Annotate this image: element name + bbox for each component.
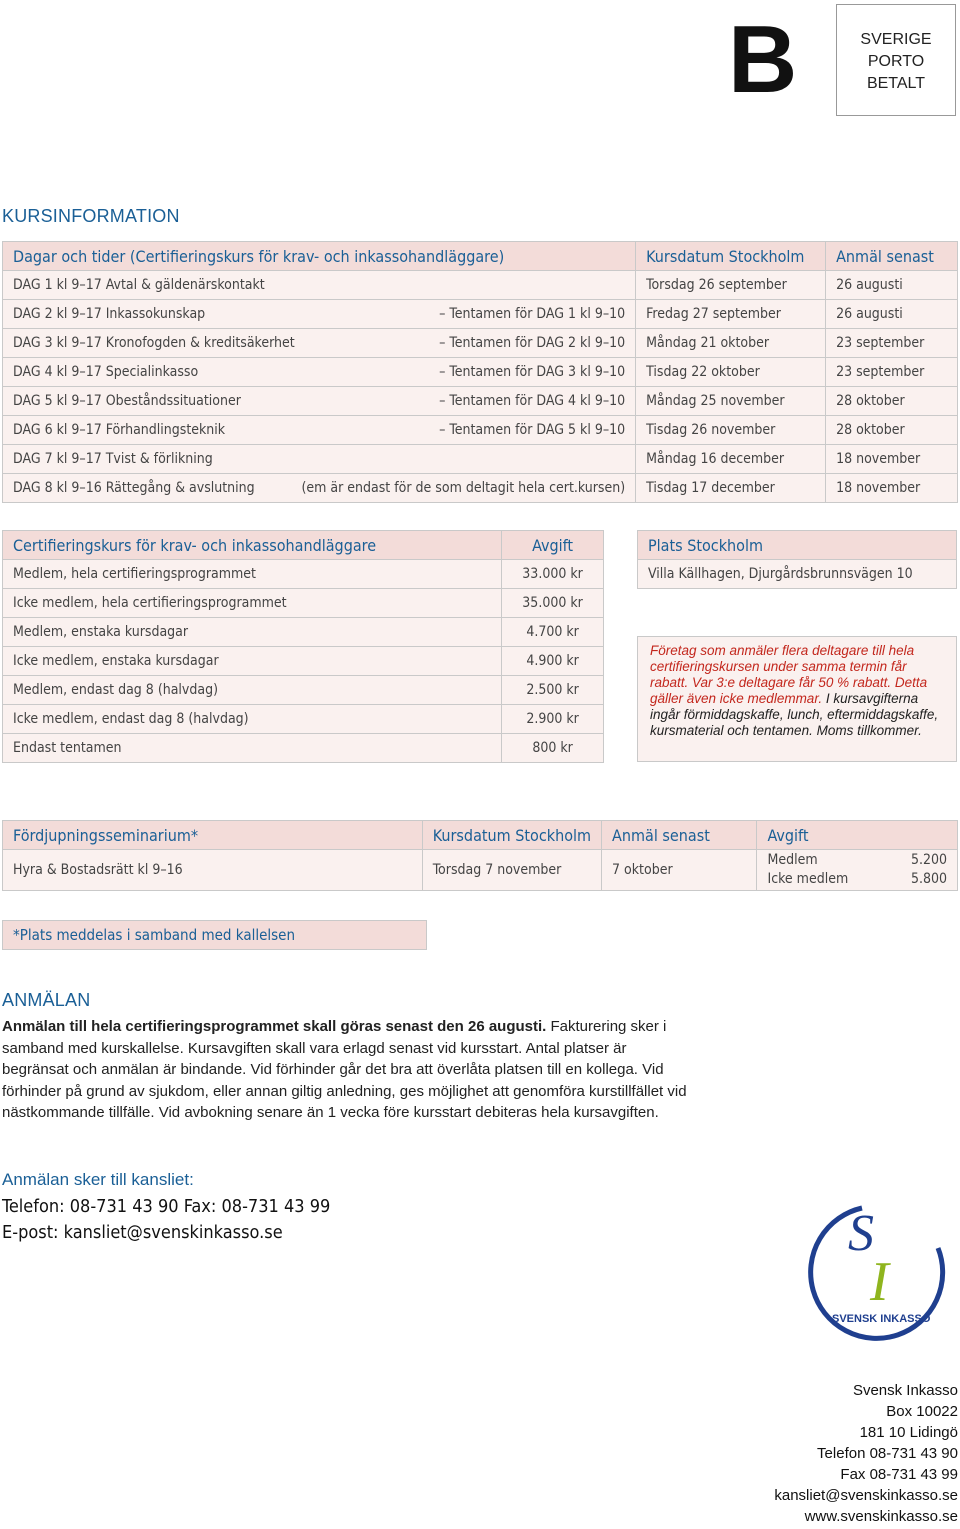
fee-value: 33.000 kr [502,560,604,589]
day-label: DAG 8 kl 9–16 Rättegång & avslutning [13,480,255,496]
deadline-cell: 18 november [826,474,958,503]
contact-email[interactable]: E-post: kansliet@svenskinkasso.se [2,1222,283,1243]
fee-value: 4.900 kr [502,647,604,676]
logo-letter-i: I [870,1251,889,1313]
deadline-cell: 23 september [826,358,958,387]
fee-nonmember-label: Icke medlem [767,871,849,887]
column-header: Avgift [757,821,958,850]
registration-bold: Anmälan till hela certifieringsprogrammet skall göras senast den 26 augusti. [2,1018,547,1035]
column-header: Anmäl senast [602,821,757,850]
day-label: DAG 2 kl 9–17 Inkassokunskap [13,306,206,322]
fee-member-label: Medlem [767,852,818,868]
exam-note: – Tentamen för DAG 5 kl 9–10 [439,422,626,438]
fee-label: Medlem, hela certifieringsprogrammet [3,560,502,589]
address-line: Telefon 08-731 43 90 [817,1445,958,1462]
date-cell: Tisdag 22 oktober [636,358,826,387]
table-row [638,560,957,589]
deadline-cell: 18 november [826,445,958,474]
table-row [3,618,604,647]
table-header-row [638,531,957,560]
address-email[interactable]: kansliet@svenskinkasso.se [774,1487,958,1504]
column-header: Anmäl senast [826,242,958,271]
date-cell: Fredag 27 september [636,300,826,329]
fee-label: Medlem, endast dag 8 (halvdag) [3,676,502,705]
table-row [3,300,958,329]
table-row [3,416,958,445]
table-row [3,705,604,734]
fee-nonmember-value: 5.800 [910,871,947,887]
day-cell [3,387,636,416]
distribution-letter: B [728,6,798,113]
table-row [3,734,604,763]
table-row [3,445,958,474]
column-header: Fördjupningsseminarium* [3,821,423,850]
address-website[interactable]: www.svenskinkasso.se [804,1508,958,1525]
contact-phone: Telefon: 08-731 43 90 Fax: 08-731 43 99 [2,1196,331,1217]
address-block [774,1380,958,1527]
logo-letter-s: S [848,1205,874,1262]
postage-stamp [836,4,956,116]
day-cell [3,358,636,387]
contact-heading: Anmälan sker till kansliet: [2,1170,194,1189]
seminar-fees [757,850,958,891]
table-header-row [3,531,604,560]
logo-text: SVENSK INKASSO [832,1313,931,1325]
footnote-box [2,920,427,950]
fee-label: Icke medlem, enstaka kursdagar [3,647,502,676]
date-cell: Tisdag 17 december [636,474,826,503]
exam-note: – Tentamen för DAG 3 kl 9–10 [439,364,626,380]
table-row [3,358,958,387]
seminar-footnote: *Plats meddelas i samband med kallelsen [3,921,427,950]
address-line: Svensk Inkasso [852,1382,958,1399]
discount-note [637,636,957,762]
deadline-cell: 26 augusti [826,300,958,329]
included-text: I kursavgifterna ingår förmiddagskaffe, lunch, eftermiddagskaffe, kursmaterial och tentamen. Moms tillkommer. [650,691,939,738]
seminar-table [2,820,958,891]
column-header: Dagar och tider (Certifieringskurs för krav- och inkassohandläggare) [3,242,636,271]
deadline-cell: 28 oktober [826,416,958,445]
day-label: DAG 7 kl 9–17 Tvist & förlikning [13,451,213,467]
day-label: DAG 3 kl 9–17 Kronofogden & kreditsäkerhet [13,335,295,351]
date-cell: Måndag 16 december [636,445,826,474]
table-row [3,589,604,618]
table-row [3,647,604,676]
deadline-cell: 23 september [826,329,958,358]
date-cell: Torsdag 26 september [636,271,826,300]
exam-note: – Tentamen för DAG 4 kl 9–10 [439,393,626,409]
address-line: 181 10 Lidingö [859,1424,958,1441]
fee-value: 4.700 kr [502,618,604,647]
fee-value: 800 kr [502,734,604,763]
date-cell: Måndag 25 november [636,387,826,416]
column-header: Kursdatum Stockholm [636,242,826,271]
fee-value: 2.500 kr [502,676,604,705]
fee-value: 35.000 kr [502,589,604,618]
day-cell [3,445,636,474]
day-label: DAG 6 kl 9–17 Förhandlingsteknik [13,422,226,438]
stamp-line: PORTO [867,53,925,70]
discount-text: Företag som anmäler flera deltagare till hela certifieringskursen under samma termin får rabatt. Var 3:e deltagare får 50 % rabatt. Detta gäller även icke medlemmar. [650,643,928,706]
exam-note: (em är endast för de som deltagit hela cert.kursen) [301,480,626,496]
date-cell: Tisdag 26 november [636,416,826,445]
column-header: Avgift [502,531,604,560]
svensk-inkasso-logo [800,1200,950,1350]
fee-label: Endast tentamen [3,734,502,763]
seminar-date: Torsdag 7 november [422,850,601,891]
stamp-line: BETALT [866,75,926,92]
column-header: Plats Stockholm [638,531,957,560]
stamp-line: SVERIGE [860,31,932,48]
registration-body: Fakturering sker i samband med kurskallelse. Kursavgiften skall vara erlagd senast vid kursstart. Antal platser är begränsat och anmälan är bindande. Vid förhinder går det bra att överlåta platsen till en kollega. Vid förhinder på grund av sjukdom, eller annan giltig anledning, ges möjlighet att genomföra kurstillfället vid nästkommande tillfälle. Vid avbokning senare än 1 vecka före kursstart debiteras hela kursavgiften. [2,1018,687,1121]
address-line: Box 10022 [886,1403,958,1420]
seminar-topic: Hyra & Bostadsrätt kl 9–16 [3,850,423,891]
place-value: Villa Källhagen, Djurgårdsbrunnsvägen 10 [638,560,957,589]
section-title-kursinformation: KURSINFORMATION [2,206,180,226]
day-cell [3,271,636,300]
deadline-cell: 26 augusti [826,271,958,300]
table-row [3,271,958,300]
fees-table [2,530,604,763]
day-cell [3,329,636,358]
day-cell [3,474,636,503]
day-cell [3,416,636,445]
day-label: DAG 4 kl 9–17 Specialinkasso [13,364,199,380]
day-label: DAG 1 kl 9–17 Avtal & gäldenärskontakt [13,277,265,293]
place-table [637,530,957,589]
table-row [3,850,958,891]
fee-label: Icke medlem, hela certifieringsprogrammet [3,589,502,618]
day-label: DAG 5 kl 9–17 Obeståndssituationer [13,393,241,409]
deadline-cell: 28 oktober [826,387,958,416]
table-row [3,474,958,503]
exam-note: – Tentamen för DAG 1 kl 9–10 [439,306,626,322]
fee-member-value: 5.200 [910,852,947,868]
column-header: Kursdatum Stockholm [422,821,601,850]
table-header-row [3,821,958,850]
registration-text [2,1016,692,1124]
exam-note: – Tentamen för DAG 2 kl 9–10 [439,335,626,351]
fee-label: Medlem, enstaka kursdagar [3,618,502,647]
table-row [3,560,604,589]
date-cell: Måndag 21 oktober [636,329,826,358]
table-row [3,676,604,705]
table-row [3,329,958,358]
fee-value: 2.900 kr [502,705,604,734]
seminar-deadline: 7 oktober [602,850,757,891]
column-header: Certifieringskurs för krav- och inkassohandläggare [3,531,502,560]
fee-label: Icke medlem, endast dag 8 (halvdag) [3,705,502,734]
table-header-row [3,242,958,271]
schedule-table [2,241,958,503]
day-cell [3,300,636,329]
section-title-anmalan: ANMÄLAN [2,990,91,1010]
table-row [3,387,958,416]
address-line: Fax 08-731 43 99 [840,1466,958,1483]
